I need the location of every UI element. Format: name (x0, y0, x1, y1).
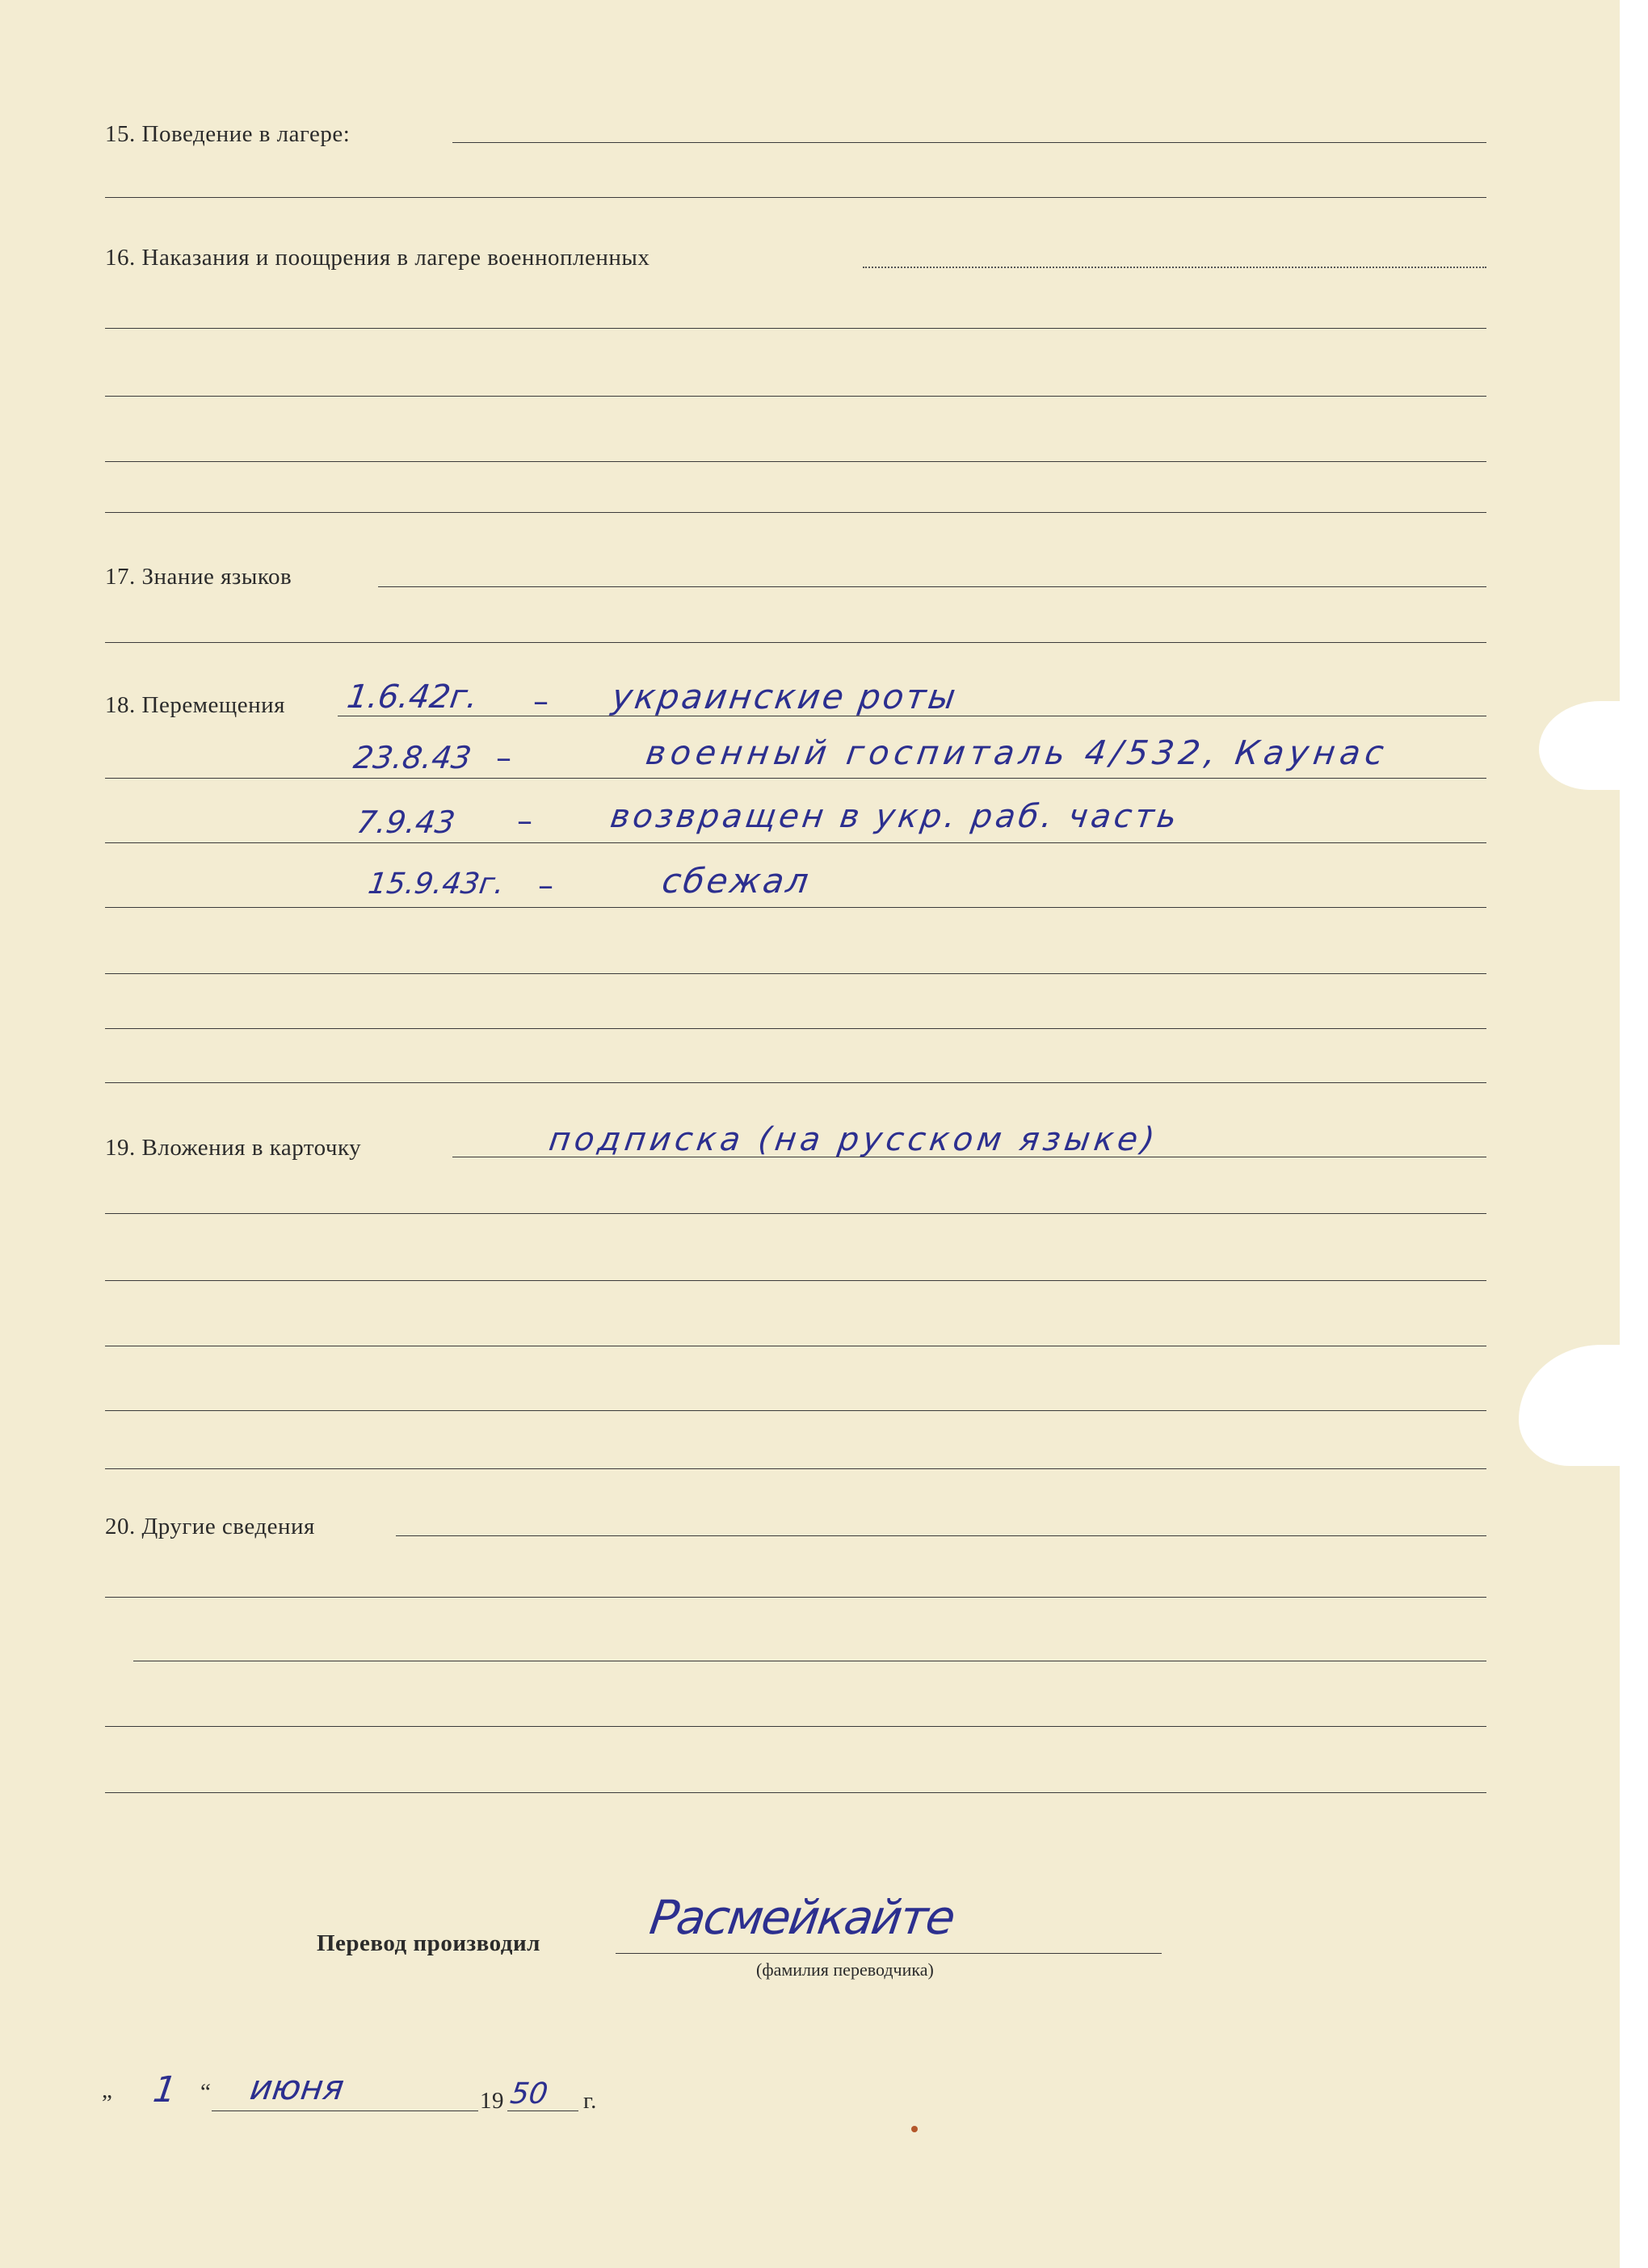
field-16-line (863, 267, 1486, 268)
move-1-text: украинские роты (609, 677, 961, 716)
move-4-date: 15.9.43г. (366, 867, 507, 901)
move-3-date: 7.9.43 (354, 804, 457, 840)
move-1-date: 1.6.42г. (344, 678, 481, 716)
field-19-line-5 (105, 1410, 1486, 1411)
ink-spot (911, 2126, 918, 2132)
move-4-text: сбежал (659, 861, 813, 901)
translator-line (616, 1953, 1162, 1954)
field-15-label: 15. Поведение в лагере: (105, 121, 351, 147)
field-18-label: 18. Перемещения (105, 692, 285, 718)
date-year-line (507, 2110, 578, 2111)
field-18-line-6 (105, 1028, 1486, 1029)
field-20-label: 20. Другие сведения (105, 1514, 315, 1539)
field-15-line-2 (105, 197, 1486, 198)
translator-caption: (фамилия переводчика) (756, 1959, 934, 1980)
date-year-suffix: г. (583, 2088, 597, 2114)
date-month-line (212, 2110, 478, 2111)
field-15-line (452, 142, 1486, 143)
field-18-line-7 (105, 1082, 1486, 1083)
field-19-line-2 (105, 1213, 1486, 1214)
field-20-line-5 (105, 1792, 1486, 1793)
move-3-dash: – (517, 803, 532, 838)
date-open-quote: „ (102, 2077, 113, 2103)
move-1-dash: – (533, 683, 549, 719)
date-month: июня (247, 2068, 347, 2107)
field-18-line-3 (105, 842, 1486, 843)
field-16-label: 16. Наказания и поощрения в лагере военнопленных (105, 245, 650, 271)
field-16-line-2 (105, 328, 1486, 329)
field-20-line-2 (105, 1597, 1486, 1598)
move-3-text: возвращен в укр. раб. часть (607, 798, 1183, 835)
field-19-label: 19. Вложения в карточку (105, 1135, 362, 1161)
field-18-line-2 (105, 778, 1486, 779)
attachments-text: подписка (на русском языке) (546, 1121, 1161, 1158)
field-17-line-2 (105, 642, 1486, 643)
right-margin (1620, 0, 1648, 2268)
field-16-line-4 (105, 461, 1486, 462)
field-17-line (378, 586, 1486, 587)
field-16-line-5 (105, 512, 1486, 513)
field-20-line (396, 1535, 1486, 1536)
date-close-quote: “ (200, 2079, 212, 2105)
field-19-line-3 (105, 1280, 1486, 1281)
move-2-date: 23.8.43 (351, 740, 474, 775)
field-18-line-4 (105, 907, 1486, 908)
date-day: 1 (150, 2069, 179, 2110)
field-20-line-4 (105, 1726, 1486, 1727)
field-18-line-5 (105, 973, 1486, 974)
field-16-line-3 (105, 396, 1486, 397)
translator-signature: Расмейкайте (646, 1890, 958, 1945)
move-2-dash: – (496, 740, 511, 775)
translator-label: Перевод производил (317, 1930, 540, 1956)
date-year-prefix: 19 (480, 2088, 504, 2114)
field-19-line-6 (105, 1468, 1486, 1469)
date-year-digits: 50 (508, 2077, 550, 2110)
move-4-dash: – (538, 867, 553, 903)
move-2-text: военный госпиталь 4/532, Каунас (643, 733, 1391, 772)
field-17-label: 17. Знание языков (105, 564, 292, 590)
